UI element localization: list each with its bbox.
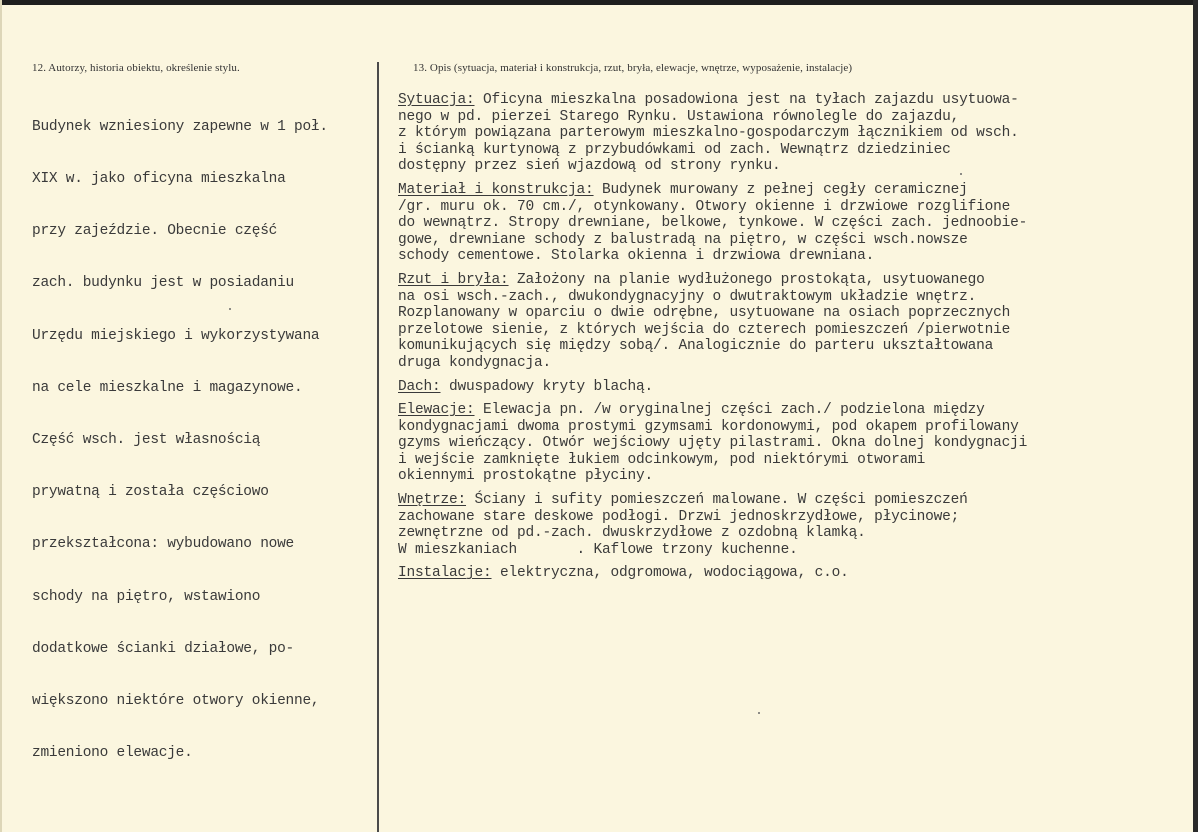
left-edge bbox=[0, 0, 2, 832]
text-line: do wewnątrz. Stropy drewniane, belkowe, tynkowe. W części zach. jednoobie- bbox=[398, 215, 1028, 232]
field-13-text bbox=[398, 92, 1158, 589]
text-line: przelotowe sienie, z których wejścia do czterech pomieszczeń /pierwotnie bbox=[398, 321, 1011, 338]
text-line: z którym powiązana parterowym mieszkalno-gospodarczym łącznikiem od wsch. bbox=[398, 125, 1019, 142]
section-title: Materiał i konstrukcja: bbox=[398, 181, 594, 198]
text-line: Urzędu miejskiego i wykorzystywana bbox=[32, 327, 320, 344]
section-title: Rzut i bryła: bbox=[398, 271, 509, 288]
ink-speck bbox=[758, 712, 760, 714]
text-line: schody cementowe. Stolarka okienna i drzwiowa drewniana. bbox=[398, 248, 875, 265]
section-first-line: Ściany i sufity pomieszczeń malowane. W części pomieszczeń bbox=[466, 492, 968, 509]
section-first-line: elektryczna, odgromowa, wodociągowa, c.o. bbox=[491, 565, 849, 582]
text-line: Część wsch. jest własnością bbox=[32, 432, 261, 449]
text-line: okiennymi prostokątne płyciny. bbox=[398, 468, 654, 485]
right-border bbox=[1193, 0, 1198, 832]
section-title: Sytuacja: bbox=[398, 92, 475, 108]
text-line: zmieniono elewacje. bbox=[32, 745, 193, 762]
column-divider bbox=[377, 62, 379, 832]
text-line: i ścianką kurtynową z przybudówkami od zach. Wewnątrz dziedziniec bbox=[398, 141, 951, 158]
text-line: dostępny przez sień wjazdową od strony rynku. bbox=[398, 158, 781, 175]
section-first-line: Elewacja pn. /w oryginalnej części zach./ podzielona między bbox=[474, 402, 985, 419]
section-title: Instalacje: bbox=[398, 565, 492, 582]
text-line: W mieszkaniach . Kaflowe trzony kuchenne. bbox=[398, 541, 798, 558]
section-title: Dach: bbox=[398, 378, 441, 395]
text-line: dodatkowe ścianki działowe, po- bbox=[32, 640, 294, 657]
text-line: komunikujących się między sobą/. Analogicznie do parteru ukształtowana bbox=[398, 338, 994, 355]
section-rzut-i-bryla bbox=[398, 272, 1158, 372]
text-line: schody na piętro, wstawiono bbox=[32, 588, 261, 605]
field-12-header: 12. Autorzy, historia obiektu, określenie stylu. bbox=[32, 62, 240, 74]
section-instalacje bbox=[398, 565, 1158, 582]
section-first-line: dwuspadowy kryty blachą. bbox=[440, 378, 654, 395]
section-elewacje bbox=[398, 402, 1158, 485]
text-line: przy zajeździe. Obecnie część bbox=[32, 223, 278, 240]
text-line: zewnętrzne od pd.-zach. dwuskrzydłowe z ozdobną klamką. bbox=[398, 525, 866, 542]
section-dach bbox=[398, 379, 1158, 396]
text-line: /gr. muru ok. 70 cm./, otynkowany. Otwory okienne i drzwiowe rozglifione bbox=[398, 198, 1011, 215]
ink-speck bbox=[229, 308, 231, 310]
text-line: Rozplanowany w oparciu o dwie odrębne, usytuowane na osiach poprzecznych bbox=[398, 305, 1011, 322]
text-line: przekształcona: wybudowano nowe bbox=[32, 536, 294, 553]
section-wnetrze bbox=[398, 492, 1158, 558]
text-line: Budynek wzniesiony zapewne w 1 poł. bbox=[32, 118, 328, 135]
text-line: zachowane stare deskowe podłogi. Drzwi jednoskrzydłowe, płycinowe; bbox=[398, 508, 960, 525]
text-line: zach. budynku jest w posiadaniu bbox=[32, 275, 294, 292]
text-line: większono niektóre otwory okienne, bbox=[32, 693, 320, 710]
section-material-i-konstrukcja bbox=[398, 182, 1158, 265]
top-border bbox=[0, 0, 1198, 5]
text-line: gzyms wieńczący. Otwór wejściowy ujęty pilastrami. Okna dolnej kondygnacji bbox=[398, 435, 1028, 452]
text-line: gowe, drewniane schody z balustradą na piętro, w części wsch.nowsze bbox=[398, 231, 968, 248]
text-line: druga kondygnacja. bbox=[398, 354, 552, 371]
section-title: Wnętrze: bbox=[398, 492, 467, 509]
text-line: i wejście zamknięte łukiem odcinkowym, pod niektórymi otworami bbox=[398, 451, 926, 468]
text-line: kondygnacjami dwoma prostymi gzymsami kordonowymi, pod okapem profilowany bbox=[398, 418, 1019, 435]
text-line: na cele mieszkalne i magazynowe. bbox=[32, 379, 303, 396]
field-13-header: 13. Opis (sytuacja, materiał i konstrukcja, rzut, bryła, elewacje, wnętrze, wyposażenie, instalacje) bbox=[413, 62, 853, 74]
ink-speck bbox=[960, 173, 962, 175]
text-line: prywatną i została częściowo bbox=[32, 484, 269, 501]
section-first-line: Oficyna mieszkalna posadowiona jest na tyłach zajazdu usytuowa- bbox=[474, 92, 1019, 108]
section-first-line: Założony na planie wydłużonego prostokąta, usytuowanego bbox=[508, 271, 985, 288]
section-sytuacja bbox=[398, 92, 1158, 175]
field-12-text bbox=[32, 84, 377, 797]
text-line: nego w pd. pierzei Starego Rynku. Ustawiona równolegle do zajazdu, bbox=[398, 108, 960, 125]
section-title: Elewacje: bbox=[398, 402, 475, 419]
text-line: XIX w. jako oficyna mieszkalna bbox=[32, 171, 286, 188]
text-line: na osi wsch.-zach., dwukondygnacyjny o dwutraktowym układzie wnętrz. bbox=[398, 288, 977, 305]
section-first-line: Budynek murowany z pełnej cegły ceramicznej bbox=[593, 181, 968, 198]
